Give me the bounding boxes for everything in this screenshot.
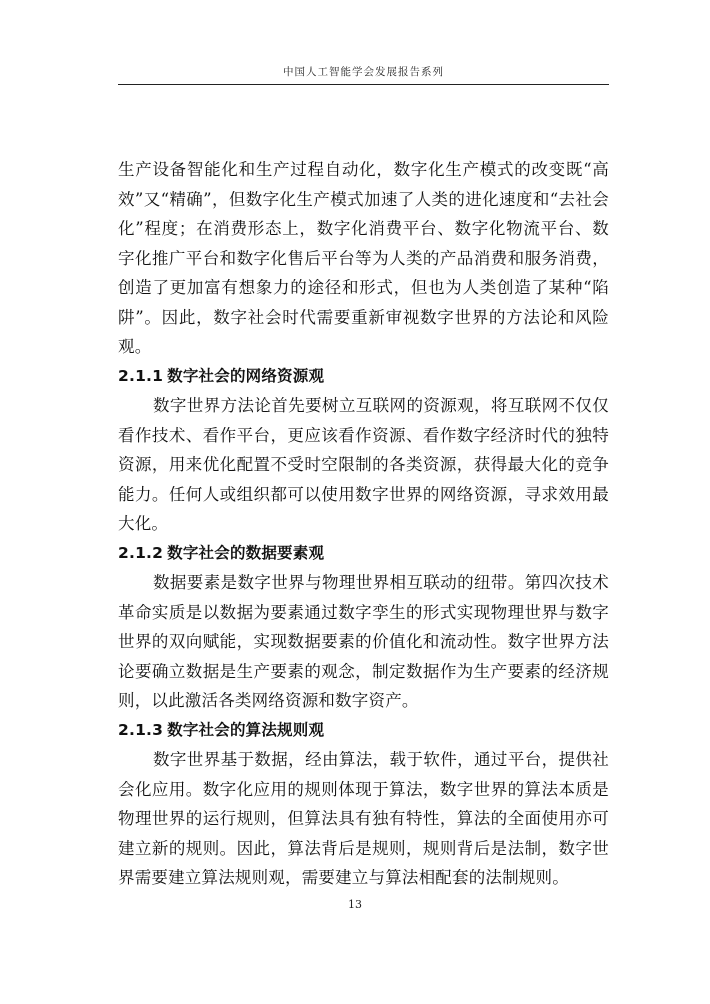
intro-paragraph: 生产设备智能化和生产过程自动化，数字化生产模式的改变既“高效”又“精确”，但数字化生产模式加速了人类的进化速度和“去社会化”程度；在消费形态上，数字化消费平台、数字化物流平台、数字化推广平台和数字化售后平台等为人类的产品消费和服务消费，创造了更加富有想象力的途径和形式，但也为人类创造了某种“陷阱”。因此，数字社会时代需要重新审视数字世界的方法论和风险观。 — [118, 160, 609, 356]
header-rule — [118, 84, 609, 85]
section-heading — [118, 539, 609, 569]
section-paragraph: 数据要素是数字世界与物理世界相互联动的纽带。第四次技术革命实质是以数据为要素通过数字孪生的形式实现物理世界与数字世界的双向赋能，实现数据要素的价值化和流动性。数字世界方法论要确立数据是生产要素的观念，制定数据作为生产要素的经济规则，以此激活各类网络资源和数字资产。 — [118, 573, 609, 710]
section-title: 数字社会的算法规则观 — [167, 720, 325, 739]
section-number: 2.1.3 — [118, 720, 164, 739]
section-heading — [118, 716, 609, 746]
section-title: 数字社会的网络资源观 — [167, 366, 325, 385]
section-title: 数字社会的数据要素观 — [167, 543, 325, 562]
section-number: 2.1.2 — [118, 543, 164, 562]
section-paragraph: 数字世界基于数据，经由算法，载于软件，通过平台，提供社会化应用。数字化应用的规则体现于算法，数字世界的算法本质是物理世界的运行规则，但算法具有独有特性，算法的全面使用亦可建立新的规则。因此，算法背后是规则，规则背后是法制，数字世界需要建立算法规则观，需要建立与算法相配套的法制规则。 — [118, 750, 609, 887]
section-heading — [118, 362, 609, 392]
section-number: 2.1.1 — [118, 366, 164, 385]
section-paragraph: 数字世界方法论首先要树立互联网的资源观，将互联网不仅仅看作技术、看作平台，更应该看作资源、看作数字经济时代的独特资源，用来优化配置不受时空限制的各类资源，获得最大化的竞争能力。任何人或组织都可以使用数字世界的网络资源，寻求效用最大化。 — [118, 396, 609, 533]
page-body — [118, 155, 609, 893]
page-number: 13 — [348, 898, 362, 911]
running-header: 中国人工智能学会发展报告系列 — [283, 66, 444, 78]
